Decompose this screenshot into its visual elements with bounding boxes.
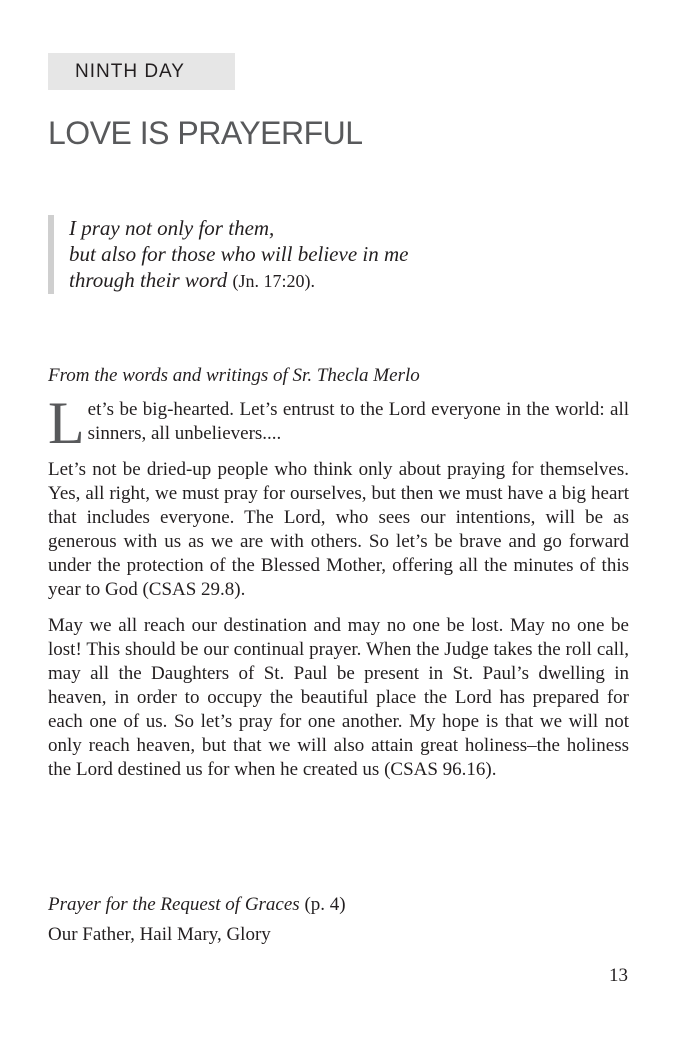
drop-cap: L	[48, 390, 85, 456]
reading-paragraph-1-text: et’s be big-hearted. Let’s entrust to the Lord everyone in the world: all sinners, all unbelievers....	[87, 399, 629, 444]
prayer-page-ref: (p. 4)	[304, 894, 346, 915]
scripture-line-3-text: through their word	[69, 268, 228, 292]
reading-paragraph-3: May we all reach our destination and may no one be lost. May no one be lost! This should be our continual prayer. When the Judge takes the roll call, may all the Daughters of St. Paul be present in St. Paul’s dwelling in heaven, in order to occupy the beautiful place the Lord has prepared for each one of us. So let’s pray for one another. My hope is that we will not only reach heaven, but that we will also attain great holiness–the holiness the Lord destined us for when he created us (CSAS 96.16).	[48, 615, 629, 780]
scripture-line-1: I pray not only for them,	[69, 216, 275, 240]
reading-paragraph-1	[48, 390, 629, 456]
prayer-reference	[48, 890, 629, 920]
page-title: LOVE IS PRAYERFUL	[48, 115, 363, 151]
day-label: NINTH DAY	[75, 60, 185, 82]
prayer-title: Prayer for the Request of Graces	[48, 894, 300, 915]
scripture-line-3	[69, 267, 608, 294]
prayer-section	[48, 890, 629, 950]
scripture-line-2: but also for those who will believe in me	[69, 242, 409, 266]
scripture-reference: (Jn. 17:20).	[232, 271, 316, 291]
reading-body	[48, 390, 629, 794]
prayer-closing: Our Father, Hail Mary, Glory	[48, 924, 271, 945]
reading-paragraph-2: Let’s not be dried-up people who think only about praying for themselves. Yes, all right, we must pray for ourselves, but then we must have a big heart that includes everyone. The Lord, who sees our intentions, will be as generous with us as we are with others. So let’s be brave and go forward under the protection of the Blessed Mother, offering all the minutes of this year to God (CSAS 29.8).	[48, 459, 629, 600]
page-number: 13	[609, 965, 628, 986]
day-label-badge	[48, 53, 235, 90]
reading-source-heading: From the words and writings of Sr. Thecla Merlo	[48, 365, 420, 386]
scripture-quote	[48, 215, 608, 294]
